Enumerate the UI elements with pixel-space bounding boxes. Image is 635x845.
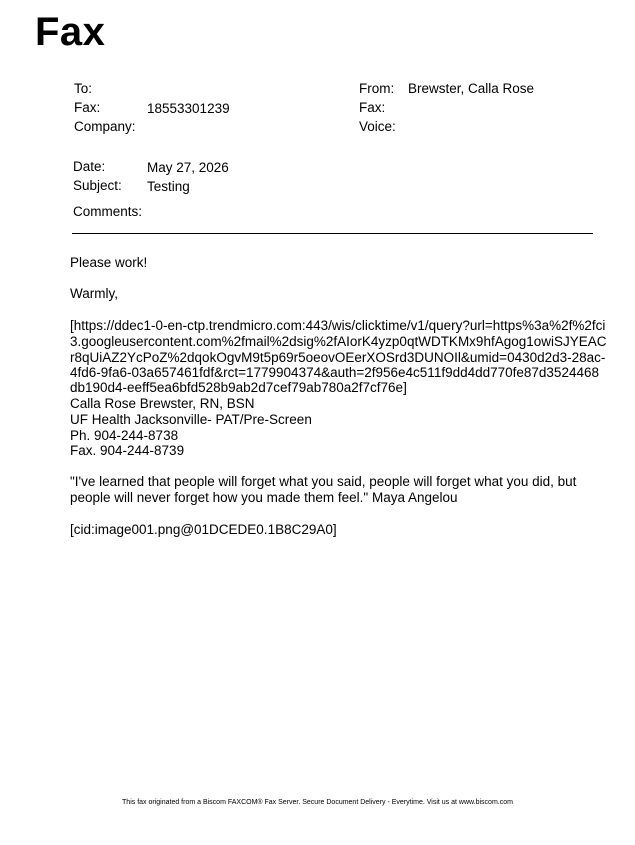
link-line: [https://ddec1-0-en-ctp.trendmicro.com:443/wis/clicktime/v1/query?url=https%3a%2f%2fci	[70, 318, 606, 333]
subject-label: Subject:	[73, 178, 122, 193]
from-value: Brewster, Calla Rose	[408, 81, 535, 96]
signature-department: UF Health Jacksonville- PAT/Pre-Screen	[70, 412, 312, 427]
date-label: Date:	[73, 159, 106, 174]
link-line: r8qUiAZ2YcPoZ%2dqokOgvM9t5p69r5oeovOEerXOSrd3DUNOIl&umid=0430d2d3-28ac-	[70, 350, 606, 365]
closing-text: Warmly,	[70, 286, 118, 301]
footer-note: This fax originated from a Biscom FAXCOM® Fax Server. Secure Document Delivery - Everytime. Visit us at www.biscom.com	[122, 799, 513, 806]
date-value: May 27, 2026	[147, 160, 229, 175]
from-label: From:	[359, 81, 395, 96]
fax-title: Fax	[35, 10, 106, 54]
quote-line: people will never forget how you made them feel." Maya Angelou	[70, 490, 458, 505]
recipient-fax-label: Fax:	[74, 100, 101, 115]
greeting-text: Please work!	[70, 255, 148, 270]
link-line: 3.googleusercontent.com%2fmail%2dsig%2fAIorK4yzp0qtWDTKMx9hfAgog1owiSJYEAC	[70, 334, 607, 349]
company-label: Company:	[74, 119, 136, 134]
comments-label: Comments:	[73, 204, 143, 219]
recipient-fax-value: 18553301239	[147, 101, 230, 116]
cid-reference: [cid:image001.png@01DCEDE0.1B8C29A0]	[70, 522, 337, 537]
signature-name: Calla Rose Brewster, RN, BSN	[70, 396, 255, 411]
divider-rule	[72, 233, 593, 234]
signature-fax: Fax. 904-244-8739	[70, 443, 185, 458]
link-line: 4fd6-9fa6-03a657461fdf&rct=1779904374&auth=2f956e4c511f9dd4dd770fe87d3524468	[70, 365, 599, 380]
voice-label: Voice:	[359, 119, 396, 134]
quote-line: "I've learned that people will forget what you said, people will forget what you did, but	[70, 474, 577, 489]
subject-value: Testing	[147, 179, 190, 194]
signature-phone: Ph. 904-244-8738	[70, 428, 179, 443]
link-line: db190d4-eeff5ea6bfd528b9ab2d7cef79ab780a2f7cf76e]	[70, 380, 407, 395]
sender-fax-label: Fax:	[359, 100, 386, 115]
to-label: To:	[74, 81, 93, 96]
